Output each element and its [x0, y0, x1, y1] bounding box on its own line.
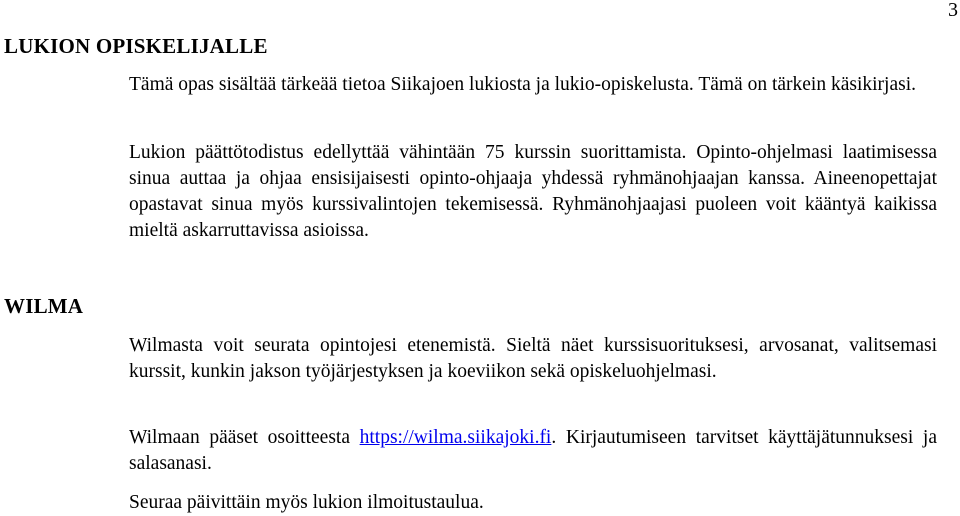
wilma-link[interactable]: https://wilma.siikajoki.fi: [359, 427, 552, 448]
intro-paragraph: Tämä opas sisältää tärkeää tietoa Siikajoen lukiosta ja lukio-opiskelusta. Tämä on tärkein käsikirjasi.: [129, 74, 916, 95]
graduation-requirements-paragraph: Lukion päättötodistus edellyttää vähintään 75 kurssin suorittamista. Opinto-ohjelmasi laatimisessa sinua auttaa ja ohjaa ensisijaisesti opinto-ohjaaja yhdessä ryhmänohjaajan kanssa. Aineenopettajat opastavat sinua myös kurssivalintojen tekemisessä. Ryhmänohjaajasi puoleen voit kääntyä kaikissa mieltä askarruttavissa asioissa.: [129, 142, 937, 241]
wilma-description-paragraph: Wilmasta voit seurata opintojesi etenemistä. Sieltä näet kurssisuorituksesi, arvosanat, valitsemasi kurssit, kunkin jakson työjärjestyksen ja koeviikon sekä opiskeluohjelmasi.: [129, 335, 937, 382]
wilma-login-text-before: Wilmaan pääset osoitteesta: [129, 427, 360, 448]
page-number: 3: [948, 0, 958, 21]
section-heading-wilma: WILMA: [4, 294, 84, 318]
wilma-login-text-after: . Kirjautumiseen tarvitset käyttäjätunnuksesi ja salasanasi.: [129, 427, 937, 474]
notice-board-paragraph: Seuraa päivittäin myös lukion ilmoitustaulua.: [129, 492, 484, 513]
section-heading-lukion-opiskelijalle: LUKION OPISKELIJALLE: [4, 34, 268, 58]
wilma-login-paragraph: [129, 425, 937, 477]
